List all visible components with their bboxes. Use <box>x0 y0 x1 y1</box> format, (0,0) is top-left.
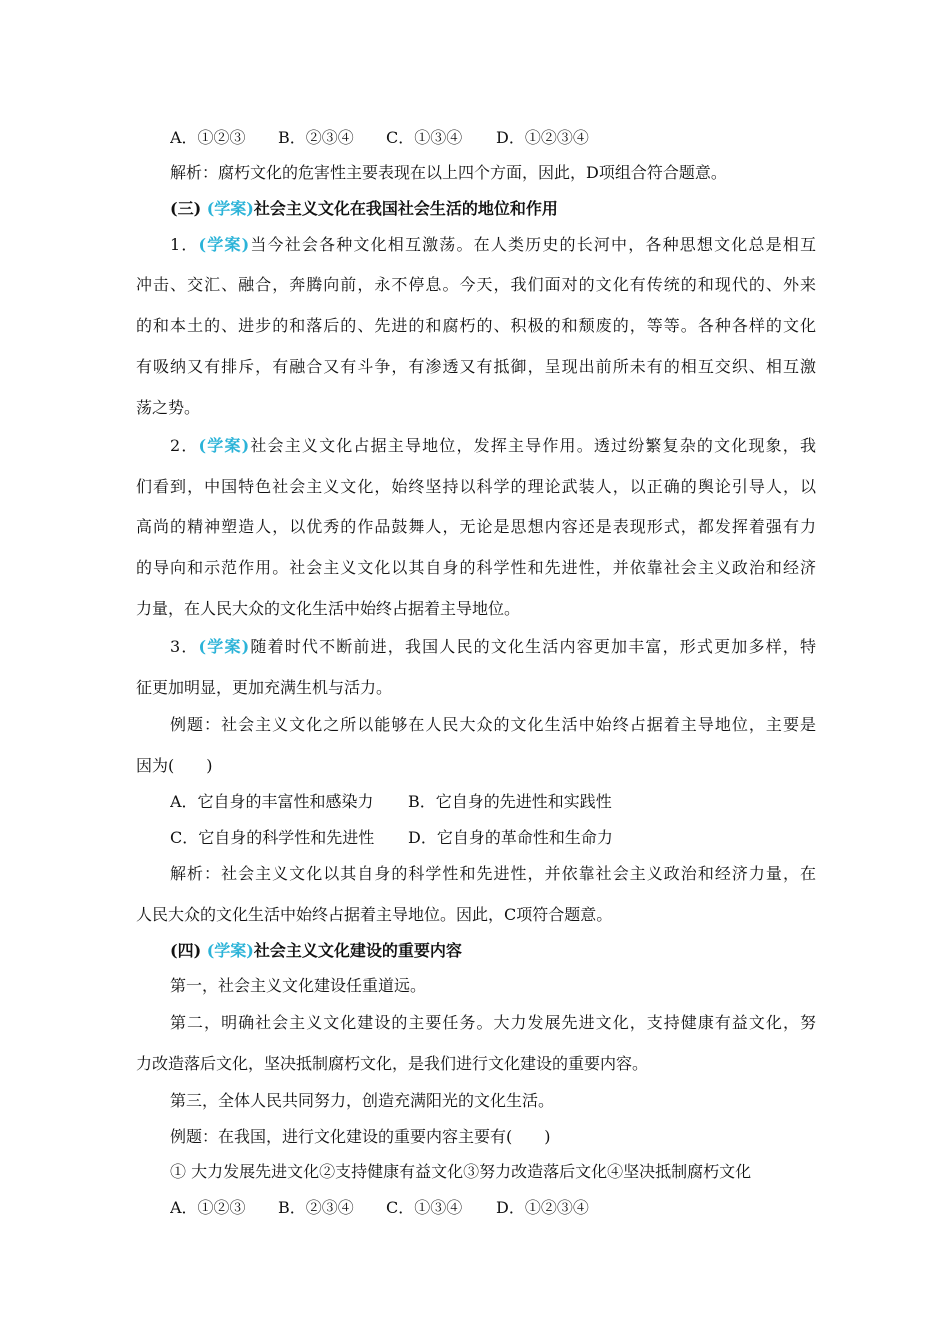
option-c: C．它自身的科学性和先进性 <box>170 828 375 847</box>
example-1-stem-line-2: 因为( ) <box>136 756 213 775</box>
option-a: A．①②③ <box>170 1198 246 1217</box>
study-tag: (学案) <box>198 637 250 656</box>
section-4-heading: (四) (学案)社会主义文化建设的重要内容 <box>170 941 462 960</box>
study-tag: (学案) <box>206 199 254 218</box>
paragraph-1-line-3: 的和本土的、进步的和落后的、先进的和腐朽的、积极的和颓废的，等等。各种各样的文化 <box>136 316 816 335</box>
study-tag: (学案) <box>206 941 254 960</box>
paragraph-1-line-1: 1．(学案)当今社会各种文化相互激荡。在人类历史的长河中，各种思想文化总是相互 <box>170 235 816 254</box>
section-4-second-line-1: 第二，明确社会主义文化建设的主要任务。大力发展先进文化，支持健康有益文化，努 <box>170 1013 816 1032</box>
paragraph-3-line-2: 征更加明显，更加充满生机与活力。 <box>136 678 393 697</box>
option-a: A．①②③ <box>170 128 246 147</box>
paragraph-2-line-4: 的导向和示范作用。社会主义文化以其自身的科学性和先进性，并依靠社会主义政治和经济 <box>136 558 816 577</box>
option-c: C．①③④ <box>386 1198 463 1217</box>
option-c: C．①③④ <box>386 128 463 147</box>
example-1-stem-line-1: 例题：社会主义文化之所以能够在人民大众的文化生活中始终占据着主导地位，主要是 <box>170 715 816 734</box>
option-b: B．②③④ <box>278 128 354 147</box>
study-tag: (学案) <box>198 235 250 254</box>
paragraph-2-line-5: 力量，在人民大众的文化生活中始终占据着主导地位。 <box>136 599 521 618</box>
example-1-options-row-1 <box>170 791 612 813</box>
option-b: B．②③④ <box>278 1198 354 1217</box>
paragraph-2-line-2: 们看到，中国特色社会主义文化，始终坚持以科学的理论武装人，以正确的舆论引导人，以 <box>136 477 816 496</box>
section-4-title: 社会主义文化建设的重要内容 <box>253 941 462 960</box>
option-d: D．①②③④ <box>496 128 589 147</box>
section-3-title: 社会主义文化在我国社会生活的地位和作用 <box>253 199 558 218</box>
section-4-second-line-2: 力改造落后文化，坚决抵制腐朽文化，是我们进行文化建设的重要内容。 <box>136 1054 649 1073</box>
section-3-heading: (三) (学案)社会主义文化在我国社会生活的地位和作用 <box>170 199 558 218</box>
paragraph-1-line-2: 冲击、交汇、融合，奔腾向前，永不停息。今天，我们面对的文化有传统的和现代的、外来 <box>136 275 816 294</box>
paragraph-2-line-1: 2．(学案)社会主义文化占据主导地位，发挥主导作用。透过纷繁复杂的文化现象，我 <box>170 436 816 455</box>
option-d: D．它自身的革命性和生命力 <box>408 828 613 847</box>
section-4-first: 第一，社会主义文化建设任重道远。 <box>170 976 427 995</box>
example-2-stem: 例题：在我国，进行文化建设的重要内容主要有( ) <box>170 1127 551 1146</box>
option-b: B．它自身的先进性和实践性 <box>408 792 612 811</box>
prev-question-options <box>170 127 589 149</box>
study-tag: (学案) <box>198 436 250 455</box>
example-2-options <box>170 1197 589 1219</box>
paragraph-3-line-1: 3．(学案)随着时代不断前进，我国人民的文化生活内容更加丰富，形式更加多样，特 <box>170 637 816 656</box>
example-1-options-row-2 <box>170 827 613 849</box>
option-d: D．①②③④ <box>496 1198 589 1217</box>
example-1-analysis-line-1: 解析：社会主义文化以其自身的科学性和先进性，并依靠社会主义政治和经济力量，在 <box>170 864 816 883</box>
section-4-third: 第三，全体人民共同努力，创造充满阳光的文化生活。 <box>170 1091 555 1110</box>
option-a: A．它自身的丰富性和感染力 <box>170 792 374 811</box>
example-2-items: ① 大力发展先进文化②支持健康有益文化③努力改造落后文化④坚决抵制腐朽文化 <box>170 1162 752 1181</box>
paragraph-1-line-5: 荡之势。 <box>136 398 201 417</box>
paragraph-1-line-4: 有吸纳又有排斥，有融合又有斗争，有渗透又有抵御，呈现出前所未有的相互交织、相互激 <box>136 357 816 376</box>
prev-question-analysis: 解析：腐朽文化的危害性主要表现在以上四个方面，因此，D项组合符合题意。 <box>170 163 727 182</box>
paragraph-2-line-3: 高尚的精神塑造人，以优秀的作品鼓舞人，无论是思想内容还是表现形式，都发挥着强有力 <box>136 517 816 536</box>
example-1-analysis-line-2: 人民大众的文化生活中始终占据着主导地位。因此，C项符合题意。 <box>136 905 613 924</box>
